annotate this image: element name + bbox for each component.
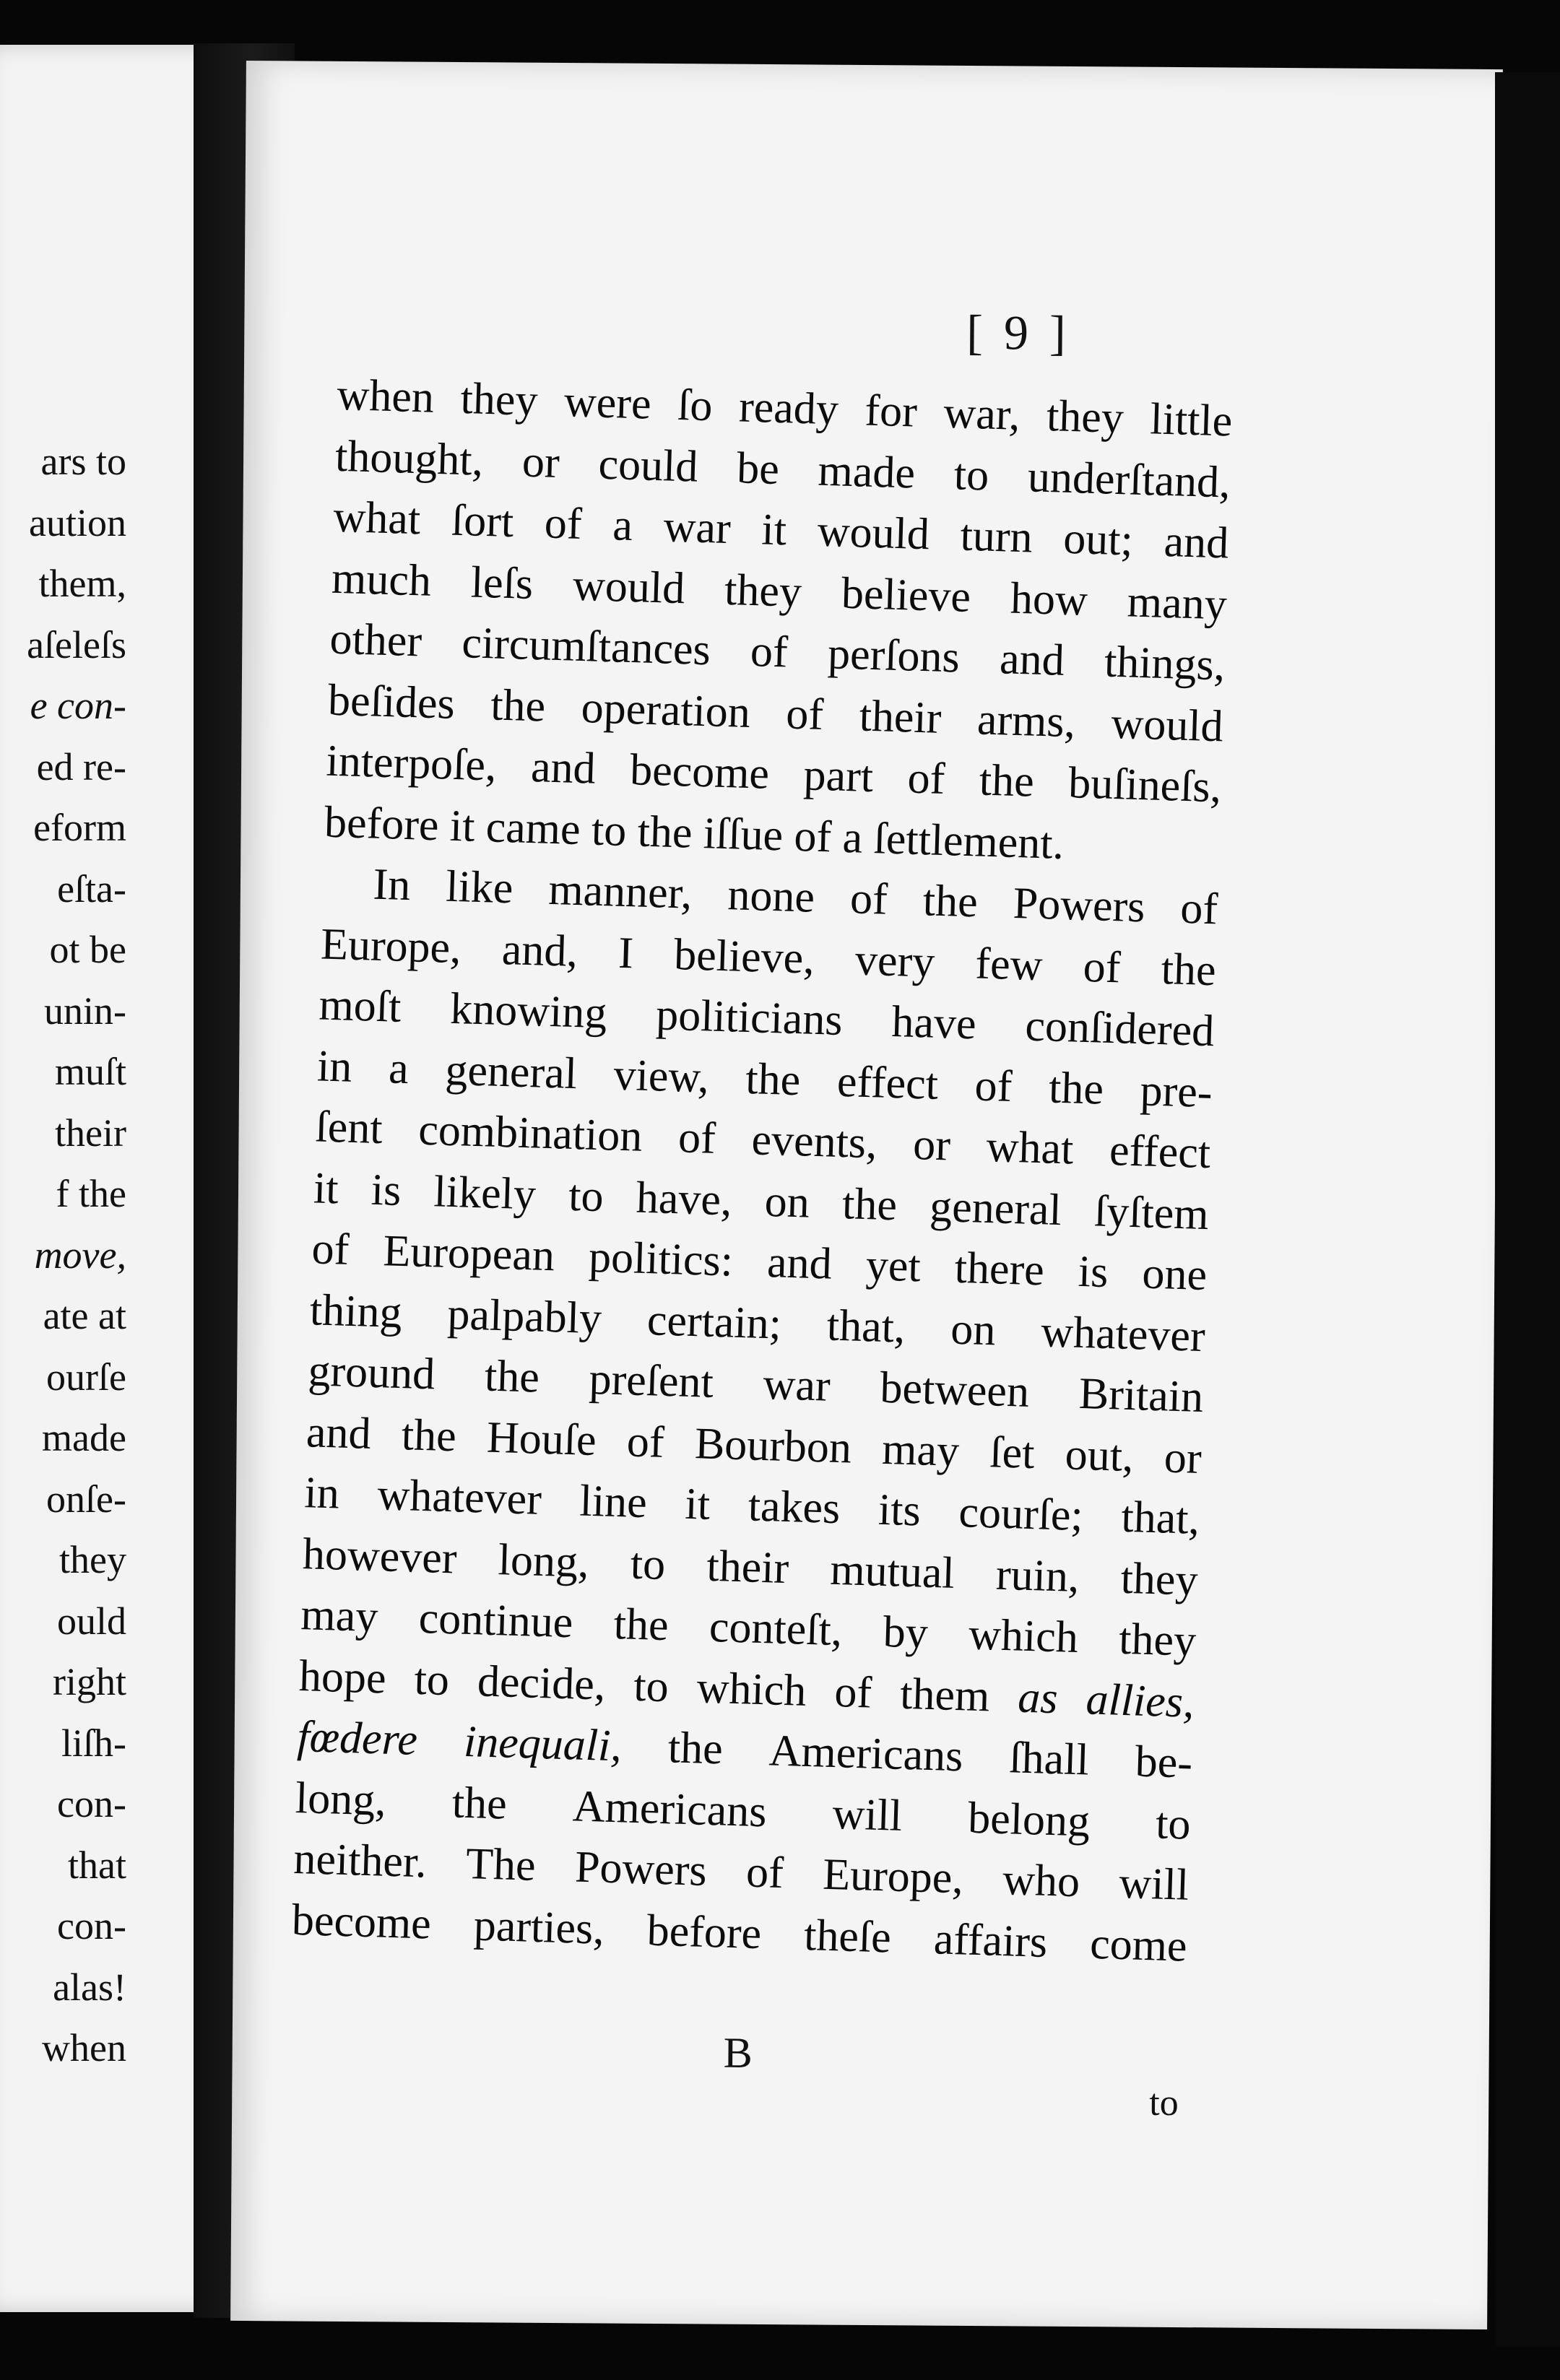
left-fragment-line: ars to xyxy=(40,440,126,483)
left-fragment-line: unin- xyxy=(44,989,126,1033)
text-line: thought, or could be made to underſtand, xyxy=(334,431,1231,508)
text-line: ſent combination of events, or what effect xyxy=(314,1102,1212,1178)
left-fragment-line: their xyxy=(55,1111,126,1155)
left-fragment-line: eform xyxy=(33,806,126,849)
text-line: become parties, before theſe affairs come xyxy=(291,1895,1188,1971)
text-line: long, the Americans will belong to xyxy=(295,1773,1192,1849)
text-line: may continue the conteſt, by which they xyxy=(300,1590,1197,1666)
page-number-header: [ 9 ] xyxy=(966,304,1070,360)
text-line: interpoſe, and become part of the buſineſs, xyxy=(325,736,1223,812)
text-line: hope to decide, to which of them as allies, xyxy=(298,1651,1195,1727)
left-fragment-line: liſh- xyxy=(61,1721,126,1765)
text-line: thing palpably certain; that, on whatever xyxy=(309,1285,1206,1361)
left-fragment-line: they xyxy=(59,1538,126,1581)
left-page-text-fragments xyxy=(0,431,126,2079)
text-line: beſides the operation of their arms, would xyxy=(327,675,1224,751)
left-fragment-line: when xyxy=(42,2026,126,2070)
main-page xyxy=(230,61,1503,2329)
left-fragment-line: made xyxy=(42,1416,126,1459)
left-fragment-line: e con- xyxy=(30,684,126,727)
text-line: ground the preſent war between Britain xyxy=(307,1346,1205,1423)
text-line: it is likely to have, on the general ſyſtem xyxy=(313,1163,1210,1239)
text-line: of European politics: and yet there is one xyxy=(311,1224,1208,1300)
text-line-paragraph-start: In like manner, none of the Powers of xyxy=(372,859,1219,934)
left-fragment-line: ed re- xyxy=(36,744,126,789)
left-fragment-line: move, xyxy=(34,1233,126,1277)
text-line: in a general view, the effect of the pre- xyxy=(316,1041,1213,1117)
left-fragment-line: onſe- xyxy=(46,1477,126,1521)
left-fragment-line: eſta- xyxy=(57,867,126,911)
text-line: before it came to the iſſue of a ſettlement. xyxy=(324,797,1065,869)
left-fragment-line: muſt xyxy=(54,1050,126,1093)
text-line: and the Houſe of Bourbon may ſet out, or xyxy=(306,1407,1202,1483)
text-line: Europe, and, I believe, very few of the xyxy=(320,919,1217,995)
page-body-text xyxy=(291,365,1234,1977)
left-fragment-line: aution xyxy=(29,500,126,544)
left-fragment-line: ot be xyxy=(49,928,126,971)
catchword: to xyxy=(1149,2082,1179,2124)
left-fragment-line: f the xyxy=(56,1172,126,1215)
text-line: much leſs would they believe how many xyxy=(331,553,1228,630)
left-fragment-line: con- xyxy=(57,1904,126,1947)
left-fragment-line: them, xyxy=(38,562,126,605)
text-line: other circumſtances of perſons and things, xyxy=(329,614,1226,690)
left-fragment-line: aſeleſs xyxy=(27,622,126,666)
left-fragment-line: con- xyxy=(57,1782,126,1825)
signature-mark: B xyxy=(723,2028,753,2077)
left-fragment-line: that xyxy=(68,1843,126,1887)
text-line: however long, to their mutual ruin, they xyxy=(302,1529,1199,1605)
text-line: what ſort of a war it would turn out; and xyxy=(332,492,1230,568)
text-line: in whatever line it takes its courſe; that, xyxy=(303,1468,1201,1544)
left-fragment-line: right xyxy=(53,1660,126,1703)
right-page-edge xyxy=(1495,72,1560,2347)
left-fragment-line: ate at xyxy=(43,1294,126,1337)
left-fragment-line: ould xyxy=(56,1599,126,1643)
left-fragment-line: ourſe xyxy=(46,1355,126,1399)
text-line: fœdere inequali, the Americans ſhall be- xyxy=(296,1712,1194,1788)
text-line: when they were ſo ready for war, they little xyxy=(336,370,1234,446)
left-fragment-line: alas! xyxy=(53,1965,126,2009)
text-line: neither. The Powers of Europe, who will xyxy=(292,1833,1190,1910)
text-line: moſt knowing politicians have conſidered xyxy=(318,980,1216,1056)
